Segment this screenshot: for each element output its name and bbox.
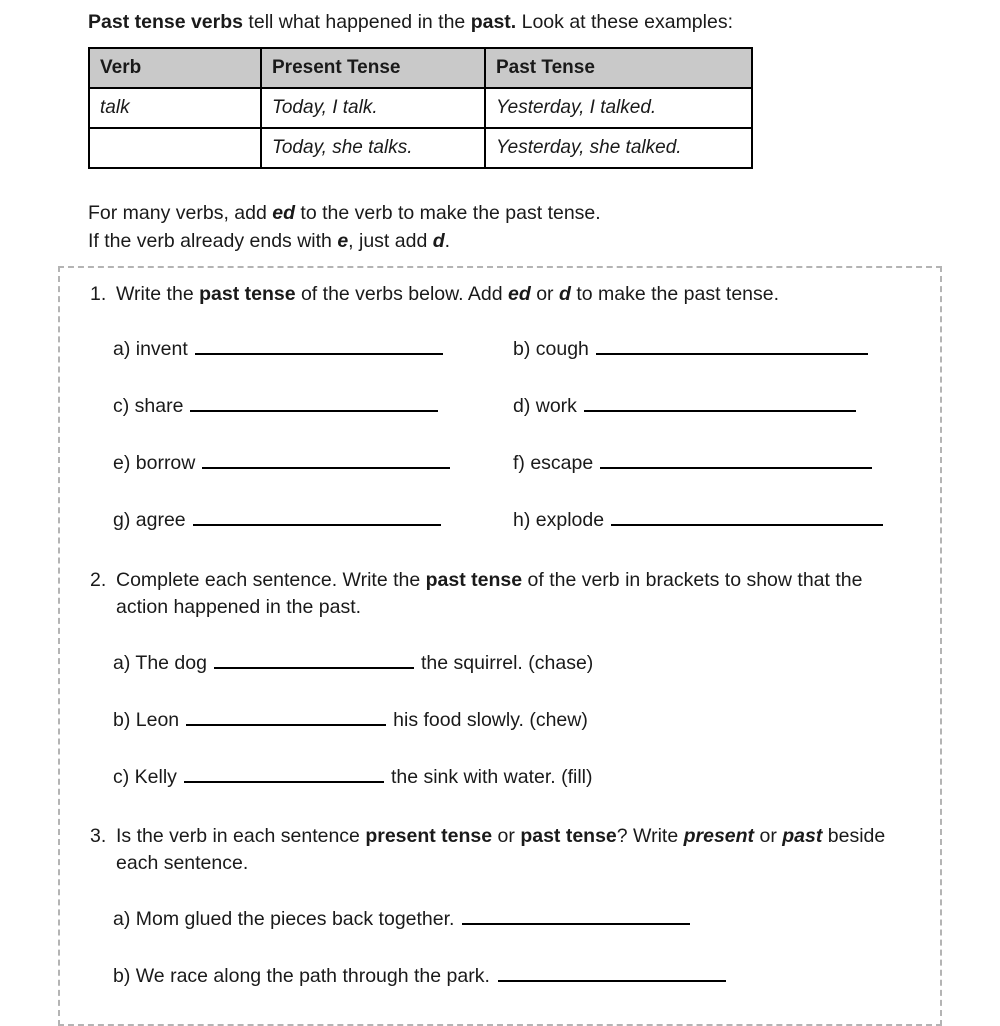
question-3-number: 3. bbox=[90, 825, 107, 847]
cell-present-0: Today, I talk. bbox=[261, 88, 485, 128]
list-item bbox=[113, 963, 933, 1020]
table-row bbox=[89, 128, 752, 168]
list-item bbox=[113, 707, 913, 764]
verb-item-b bbox=[513, 336, 913, 361]
list-item bbox=[113, 906, 933, 963]
cell-verb-1 bbox=[89, 128, 261, 168]
column-header-present: Present Tense bbox=[261, 48, 485, 88]
q3-part-a: Is the verb in each sentence bbox=[116, 825, 366, 847]
example-table-body bbox=[89, 88, 752, 168]
q2-bold-past-tense: past tense bbox=[425, 569, 523, 591]
verb-item-a bbox=[113, 336, 513, 361]
answer-blank-e[interactable] bbox=[202, 450, 450, 469]
q3-bold-past-tense: past tense bbox=[520, 825, 617, 847]
rule-line1-part-a: For many verbs, add bbox=[88, 202, 273, 224]
intro-tail-text: Look at these examples: bbox=[516, 11, 733, 33]
verb-item-g bbox=[113, 507, 513, 532]
q3-part-e: ? Write bbox=[616, 825, 684, 847]
question-1 bbox=[90, 281, 910, 308]
example-table-head bbox=[89, 48, 752, 88]
q1-suffix-d: d bbox=[558, 283, 571, 305]
verb-row bbox=[113, 336, 913, 393]
verb-item-c bbox=[113, 393, 513, 418]
verb-label-b: b) cough bbox=[513, 338, 589, 360]
answer-blank-h[interactable] bbox=[611, 507, 883, 526]
answer-blank-c[interactable] bbox=[190, 393, 438, 412]
question-3 bbox=[90, 823, 900, 877]
column-header-past: Past Tense bbox=[485, 48, 752, 88]
verb-label-a: a) invent bbox=[113, 338, 188, 360]
verb-label-h: h) explode bbox=[513, 509, 605, 531]
q2-part-c: of the verb in brackets to show that the action happened in the past. bbox=[116, 569, 863, 618]
answer-blank-g[interactable] bbox=[193, 507, 441, 526]
q3-italic-present: present bbox=[683, 825, 755, 847]
rule-line2-letter-d: d bbox=[432, 230, 445, 252]
q1-part-g: to make the past tense. bbox=[570, 283, 780, 305]
rule-line1-suffix-ed: ed bbox=[272, 202, 296, 224]
q3-part-g: or bbox=[754, 825, 783, 847]
cell-verb-0: talk bbox=[89, 88, 261, 128]
question-3-text bbox=[116, 823, 900, 877]
verb-label-g: g) agree bbox=[113, 509, 186, 531]
verb-item-e bbox=[113, 450, 513, 475]
q1-part-c: of the verbs below. Add bbox=[295, 283, 509, 305]
q2-part-a: Complete each sentence. Write the bbox=[116, 569, 426, 591]
intro-lead-bold: Past tense verbs bbox=[88, 11, 244, 33]
question-1-text bbox=[116, 281, 910, 308]
rule-line-2 bbox=[88, 227, 601, 255]
q1-part-a: Write the bbox=[116, 283, 200, 305]
answer-blank-2a[interactable] bbox=[214, 650, 414, 669]
question-1-verb-grid bbox=[113, 336, 913, 564]
list-item bbox=[113, 650, 913, 707]
verb-label-d: d) work bbox=[513, 395, 577, 417]
verb-row bbox=[113, 507, 913, 564]
example-table bbox=[88, 47, 753, 169]
rule-line1-part-c: to the verb to make the past tense. bbox=[295, 202, 601, 224]
cell-past-0: Yesterday, I talked. bbox=[485, 88, 752, 128]
cell-past-1: Yesterday, she talked. bbox=[485, 128, 752, 168]
verb-label-f: f) escape bbox=[513, 452, 594, 474]
column-header-verb: Verb bbox=[89, 48, 261, 88]
rule-line2-part-c: , just add bbox=[348, 230, 433, 252]
answer-blank-f[interactable] bbox=[600, 450, 872, 469]
question-2 bbox=[90, 567, 900, 621]
question-2-number: 2. bbox=[90, 569, 107, 591]
intro-emphasis: past. bbox=[470, 11, 517, 33]
q3-italic-past: past bbox=[782, 825, 823, 847]
sentence-2a-prefix: a) The dog bbox=[113, 652, 207, 674]
rule-line2-part-a: If the verb already ends with bbox=[88, 230, 338, 252]
intro-mid-text: tell what happened in the bbox=[243, 11, 471, 33]
rule-line-1 bbox=[88, 199, 601, 227]
answer-blank-3b[interactable] bbox=[498, 963, 726, 982]
q1-suffix-ed: ed bbox=[508, 283, 531, 305]
verb-item-h bbox=[513, 507, 913, 532]
answer-blank-2c[interactable] bbox=[184, 764, 384, 783]
question-1-number: 1. bbox=[90, 283, 107, 305]
question-2-text bbox=[116, 567, 900, 621]
verb-label-e: e) borrow bbox=[113, 452, 196, 474]
sentence-3a-text: a) Mom glued the pieces back together. bbox=[113, 908, 455, 930]
table-row bbox=[89, 88, 752, 128]
q3-bold-present-tense: present tense bbox=[365, 825, 493, 847]
sentence-2b-prefix: b) Leon bbox=[113, 709, 180, 731]
list-item bbox=[113, 764, 913, 821]
verb-row bbox=[113, 450, 913, 507]
q1-bold-past-tense: past tense bbox=[199, 283, 296, 305]
example-table-header-row bbox=[89, 48, 752, 88]
q3-part-c: or bbox=[492, 825, 521, 847]
verb-item-d bbox=[513, 393, 913, 418]
answer-blank-3a[interactable] bbox=[462, 906, 690, 925]
rule-text-block bbox=[88, 199, 601, 255]
sentence-2c-suffix: the sink with water. (fill) bbox=[390, 766, 593, 788]
sentence-2a-suffix: the squirrel. (chase) bbox=[420, 652, 594, 674]
verb-item-f bbox=[513, 450, 913, 475]
sentence-2b-suffix: his food slowly. (chew) bbox=[393, 709, 588, 731]
rule-line2-letter-e: e bbox=[337, 230, 349, 252]
answer-blank-b[interactable] bbox=[596, 336, 868, 355]
sentence-2c-prefix: c) Kelly bbox=[113, 766, 177, 788]
q3-part-i: beside each sentence. bbox=[116, 825, 886, 874]
verb-row bbox=[113, 393, 913, 450]
answer-blank-2b[interactable] bbox=[186, 707, 386, 726]
q1-part-e: or bbox=[530, 283, 559, 305]
intro-heading bbox=[88, 9, 733, 35]
verb-label-c: c) share bbox=[113, 395, 184, 417]
answer-blank-a[interactable] bbox=[195, 336, 443, 355]
sentence-3b-text: b) We race along the path through the park. bbox=[113, 965, 490, 987]
cell-present-1: Today, she talks. bbox=[261, 128, 485, 168]
rule-line2-period: . bbox=[444, 230, 451, 252]
answer-blank-d[interactable] bbox=[584, 393, 856, 412]
question-3-sentence-list bbox=[113, 906, 933, 1020]
question-2-sentence-list bbox=[113, 650, 913, 821]
